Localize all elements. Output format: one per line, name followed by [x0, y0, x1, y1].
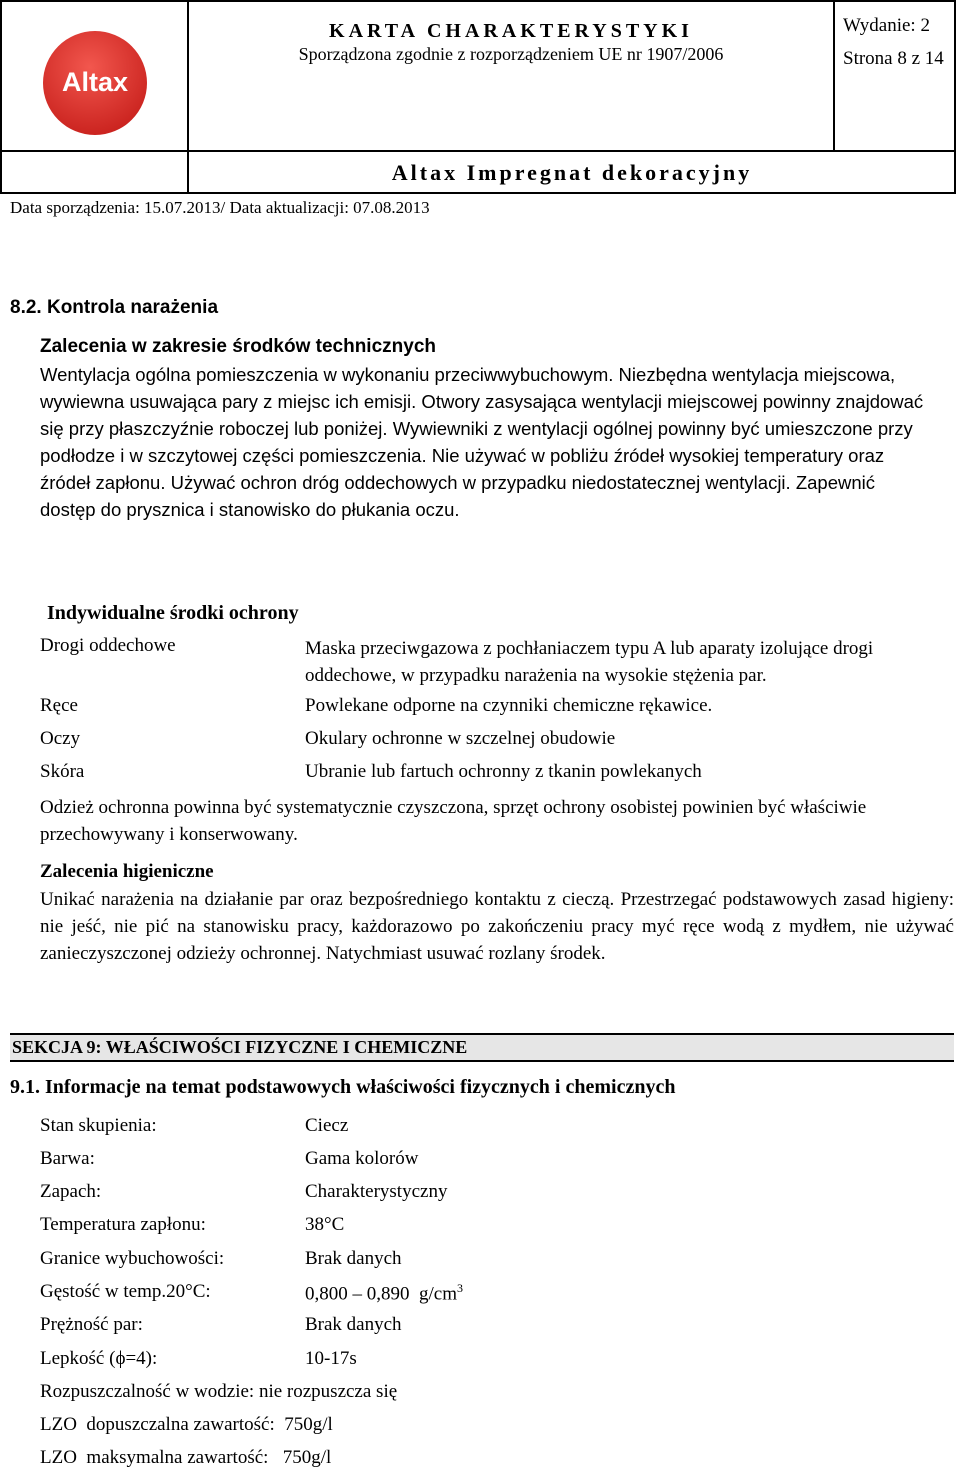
hygiene-heading: Zalecenia higieniczne [40, 861, 214, 882]
property-value: Gama kolorów [305, 1148, 419, 1169]
property-label: Gęstość w temp.20°C: [40, 1281, 211, 1302]
ppe-label-hands: Ręce [40, 695, 78, 716]
density-unit-exponent: 3 [457, 1281, 463, 1295]
property-label: Lepkość (ϕ=4): [40, 1348, 158, 1369]
property-label: Prężność par: [40, 1314, 143, 1335]
ppe-label-skin: Skóra [40, 761, 85, 782]
header-border-top [0, 0, 956, 2]
ppe-label-respiratory: Drogi oddechowe [40, 635, 176, 656]
ppe-value-eyes: Okulary ochronne w szczelnej obudowie [305, 728, 616, 749]
lzo-max-line: LZO maksymalna zawartość: 750g/l [40, 1447, 332, 1468]
ppe-heading: Indywidualne środki ochrony [47, 602, 299, 624]
edition-number: Wydanie: 2 [843, 15, 930, 36]
header-divider [0, 150, 956, 152]
property-value: 38°C [305, 1214, 345, 1235]
solubility-line: Rozpuszczalność w wodzie: nie rozpuszcza się [40, 1381, 398, 1402]
lzo-allowed-line: LZO dopuszczalna zawartość: 750g/l [40, 1414, 333, 1435]
property-value: Brak danych [305, 1314, 402, 1335]
ppe-value-hands: Powlekane odporne na czynniki chemiczne rękawice. [305, 695, 713, 716]
ppe-value-respiratory: Maska przeciwgazowa z pochłaniaczem typu A lub aparaty izolujące drogi oddechowe, w przypadku narażenia na wysokie stężenia par. [305, 638, 874, 686]
tech-measures-text: Wentylacja ogólna pomieszczenia w wykonaniu przeciwwybuchowym. Niezbędna wentylacja miejscowa, wywiewna usuwająca pary z miejsc ich emisji. Otwory zasysająca wentylacji miejscowej powinny znajdować się przy płaszczyźnie roboczej lub poniżej. Wywiewniki z wentylacji ogólnej powinny być umieszczone przy podłodze i w szczytowej części pomieszczenia. Nie używać w pobliżu źródeł wysokiej temperatury oraz źródeł zapłonu. Używać ochron dróg oddechowych w przypadku niedostatecznej wentylacji. Zapewnić dostęp do prysznica i stanowisko do płukania oczu. [40, 364, 924, 520]
header-border-bottom [0, 192, 956, 194]
document-title: KARTA CHARAKTERYSTYKI [329, 20, 693, 42]
property-value: 10-17s [305, 1348, 357, 1369]
document-dates: Data sporządzenia: 15.07.2013/ Data aktualizacji: 07.08.2013 [10, 198, 430, 217]
property-label: Zapach: [40, 1181, 102, 1202]
section-9-1-heading: 9.1. Informacje na temat podstawowych właściwości fizycznych i chemicznych [10, 1076, 676, 1098]
logo-text: Altax [61, 67, 129, 97]
hygiene-text: Unikać narażenia na działanie par oraz bezpośredniego kontaktu z cieczą. Przestrzegać podstawowych zasad higieny: nie jeść, nie pić na stanowisku pracy, każdorazowo po zakończeniu pracy myć ręce wodą z mydłem, nie używać zanieczyszczonej odzieży ochronnej. Natychmiast usuwać rozlany środek. [40, 889, 954, 964]
section-9-title-bar [10, 1033, 954, 1062]
property-label: Granice wybuchowości: [40, 1248, 225, 1269]
property-label: Barwa: [40, 1148, 95, 1169]
density-value: 0,800 – 0,890 g/cm [305, 1283, 457, 1305]
page-number: Strona 8 z 14 [843, 48, 944, 69]
tech-measures-heading: Zalecenia w zakresie środków technicznych [40, 336, 436, 357]
clothing-note: Odzież ochronna powinna być systematycznie czyszczona, sprzęt ochrony osobistej powinien być właściwie przechowywany i konserwowany. [40, 797, 867, 845]
header-border-left [0, 0, 2, 194]
property-label: Temperatura zapłonu: [40, 1214, 206, 1235]
regulation-line: Sporządzona zgodnie z rozporządzeniem UE nr 1907/2006 [298, 44, 724, 64]
property-value-density [305, 1281, 463, 1305]
section-9-title: SEKCJA 9: WŁAŚCIWOŚCI FIZYCZNE I CHEMICZNE [12, 1037, 468, 1057]
property-value: Brak danych [305, 1248, 402, 1269]
product-name: Altax Impregnat dekoracyjny [391, 160, 753, 185]
property-label: Stan skupienia: [40, 1115, 157, 1136]
ppe-label-eyes: Oczy [40, 728, 81, 749]
document-header [0, 0, 956, 196]
section-8-2-heading: 8.2. Kontrola narażenia [10, 297, 219, 318]
altax-logo [42, 30, 148, 136]
ppe-value-skin: Ubranie lub fartuch ochronny z tkanin powlekanych [305, 761, 702, 782]
property-value: Ciecz [305, 1115, 349, 1136]
property-value: Charakterystyczny [305, 1181, 448, 1202]
